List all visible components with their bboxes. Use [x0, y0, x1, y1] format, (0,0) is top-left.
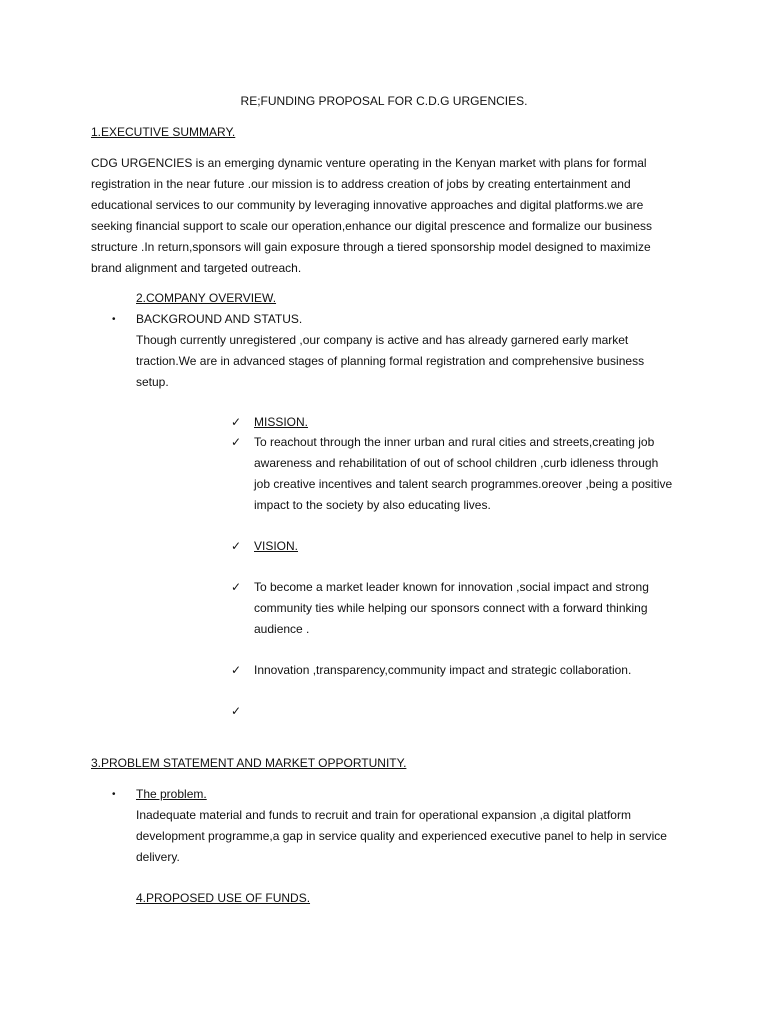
checkmark-icon: ✓ [231, 539, 242, 553]
section-1-heading: 1.EXECUTIVE SUMMARY. [91, 125, 236, 139]
vision-line: community ties while helping our sponsors connect with a forward thinking [254, 601, 648, 615]
exec-summary-line: registration in the near future .our mission is to address creation of jobs by creating entertainment and [91, 177, 631, 191]
section-2-heading: 2.COMPANY OVERVIEW. [136, 291, 277, 305]
background-status-label: BACKGROUND AND STATUS. [136, 312, 303, 326]
section-3-heading: 3.PROBLEM STATEMENT AND MARKET OPPORTUNITY. [91, 756, 407, 770]
mission-line: impact to the society by also educating lives. [254, 498, 491, 512]
checkmark-icon: ✓ [231, 704, 242, 718]
section-4-heading: 4.PROPOSED USE OF FUNDS. [136, 891, 311, 905]
background-line: setup. [136, 375, 169, 389]
checkmark-icon: ✓ [231, 663, 242, 677]
problem-line: development programme,a gap in service quality and experienced executive panel to help in service [136, 829, 667, 843]
vision-label: VISION. [254, 539, 299, 553]
background-line: traction.We are in advanced stages of planning formal registration and comprehensive business [136, 354, 645, 368]
values-line: Innovation ,transparency,community impact and strategic collaboration. [254, 663, 632, 677]
document-title: RE;FUNDING PROPOSAL FOR C.D.G URGENCIES. [240, 94, 528, 108]
bullet-icon: • [112, 789, 116, 800]
background-line: Though currently unregistered ,our company is active and has already garnered early market [136, 333, 629, 347]
problem-line: Inadequate material and funds to recruit and train for operational expansion ,a digital platform [136, 808, 631, 822]
mission-line: To reachout through the inner urban and rural cities and streets,creating job [254, 435, 655, 449]
checkmark-icon: ✓ [231, 435, 242, 449]
exec-summary-line: CDG URGENCIES is an emerging dynamic venture operating in the Kenyan market with plans for formal [91, 156, 647, 170]
mission-label: MISSION. [254, 415, 309, 429]
mission-line: job creative incentives and talent search programmes.oreover ,being a positive [254, 477, 673, 491]
problem-label: The problem. [136, 787, 207, 801]
exec-summary-line: educational services to our community by leveraging innovative approaches and digital platforms.we are [91, 198, 644, 212]
checkmark-icon: ✓ [231, 580, 242, 594]
checkmark-icon: ✓ [231, 415, 242, 429]
exec-summary-line: brand alignment and targeted outreach. [91, 261, 302, 275]
exec-summary-line: structure .In return,sponsors will gain exposure through a tiered sponsorship model designed to maximize [91, 240, 651, 254]
vision-line: audience . [254, 622, 310, 636]
vision-line: To become a market leader known for innovation ,social impact and strong [254, 580, 649, 594]
bullet-icon: • [112, 314, 116, 325]
problem-line: delivery. [136, 850, 180, 864]
mission-line: awareness and rehabilitation of out of school children ,curb idleness through [254, 456, 659, 470]
exec-summary-line: seeking financial support to scale our operation,enhance our digital prescence and formalize our business [91, 219, 653, 233]
